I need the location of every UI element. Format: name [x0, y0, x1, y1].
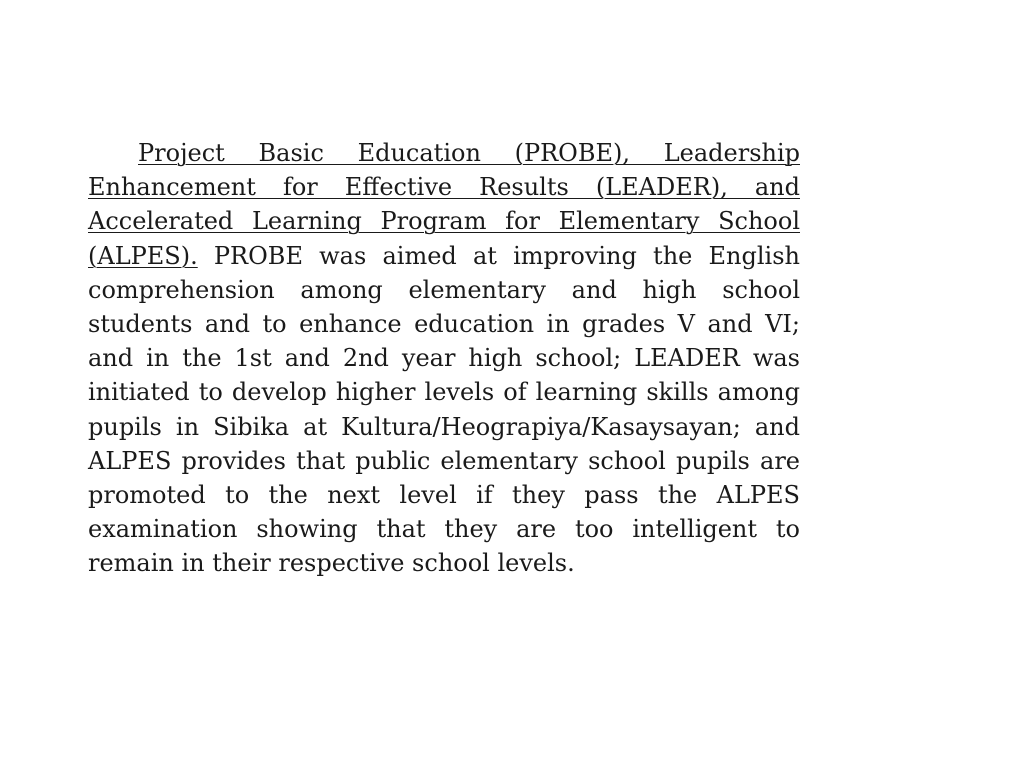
- paragraph-body-text: PROBE was aimed at improving the English comprehension among elementary and high school students and to enhance education in grades V and VI; and in the 1st and 2nd year high school; LEADER was initiated to develop higher levels of learning skills among pupils in Sibika at Kultura/Heograpiya/Kasaysayan; and ALPES provides that public elementary school pupils are promoted to the next level if they pass the ALPES examination showing that they are too intelligent to remain in their respective school levels.: [88, 241, 800, 578]
- body-paragraph: [88, 136, 800, 581]
- underlined-program-names: Project Basic Education (PROBE), Leadership Enhancement for Effective Results (LEADER), and Accelerated Learning Program for Elementary School (ALPES).: [88, 139, 800, 270]
